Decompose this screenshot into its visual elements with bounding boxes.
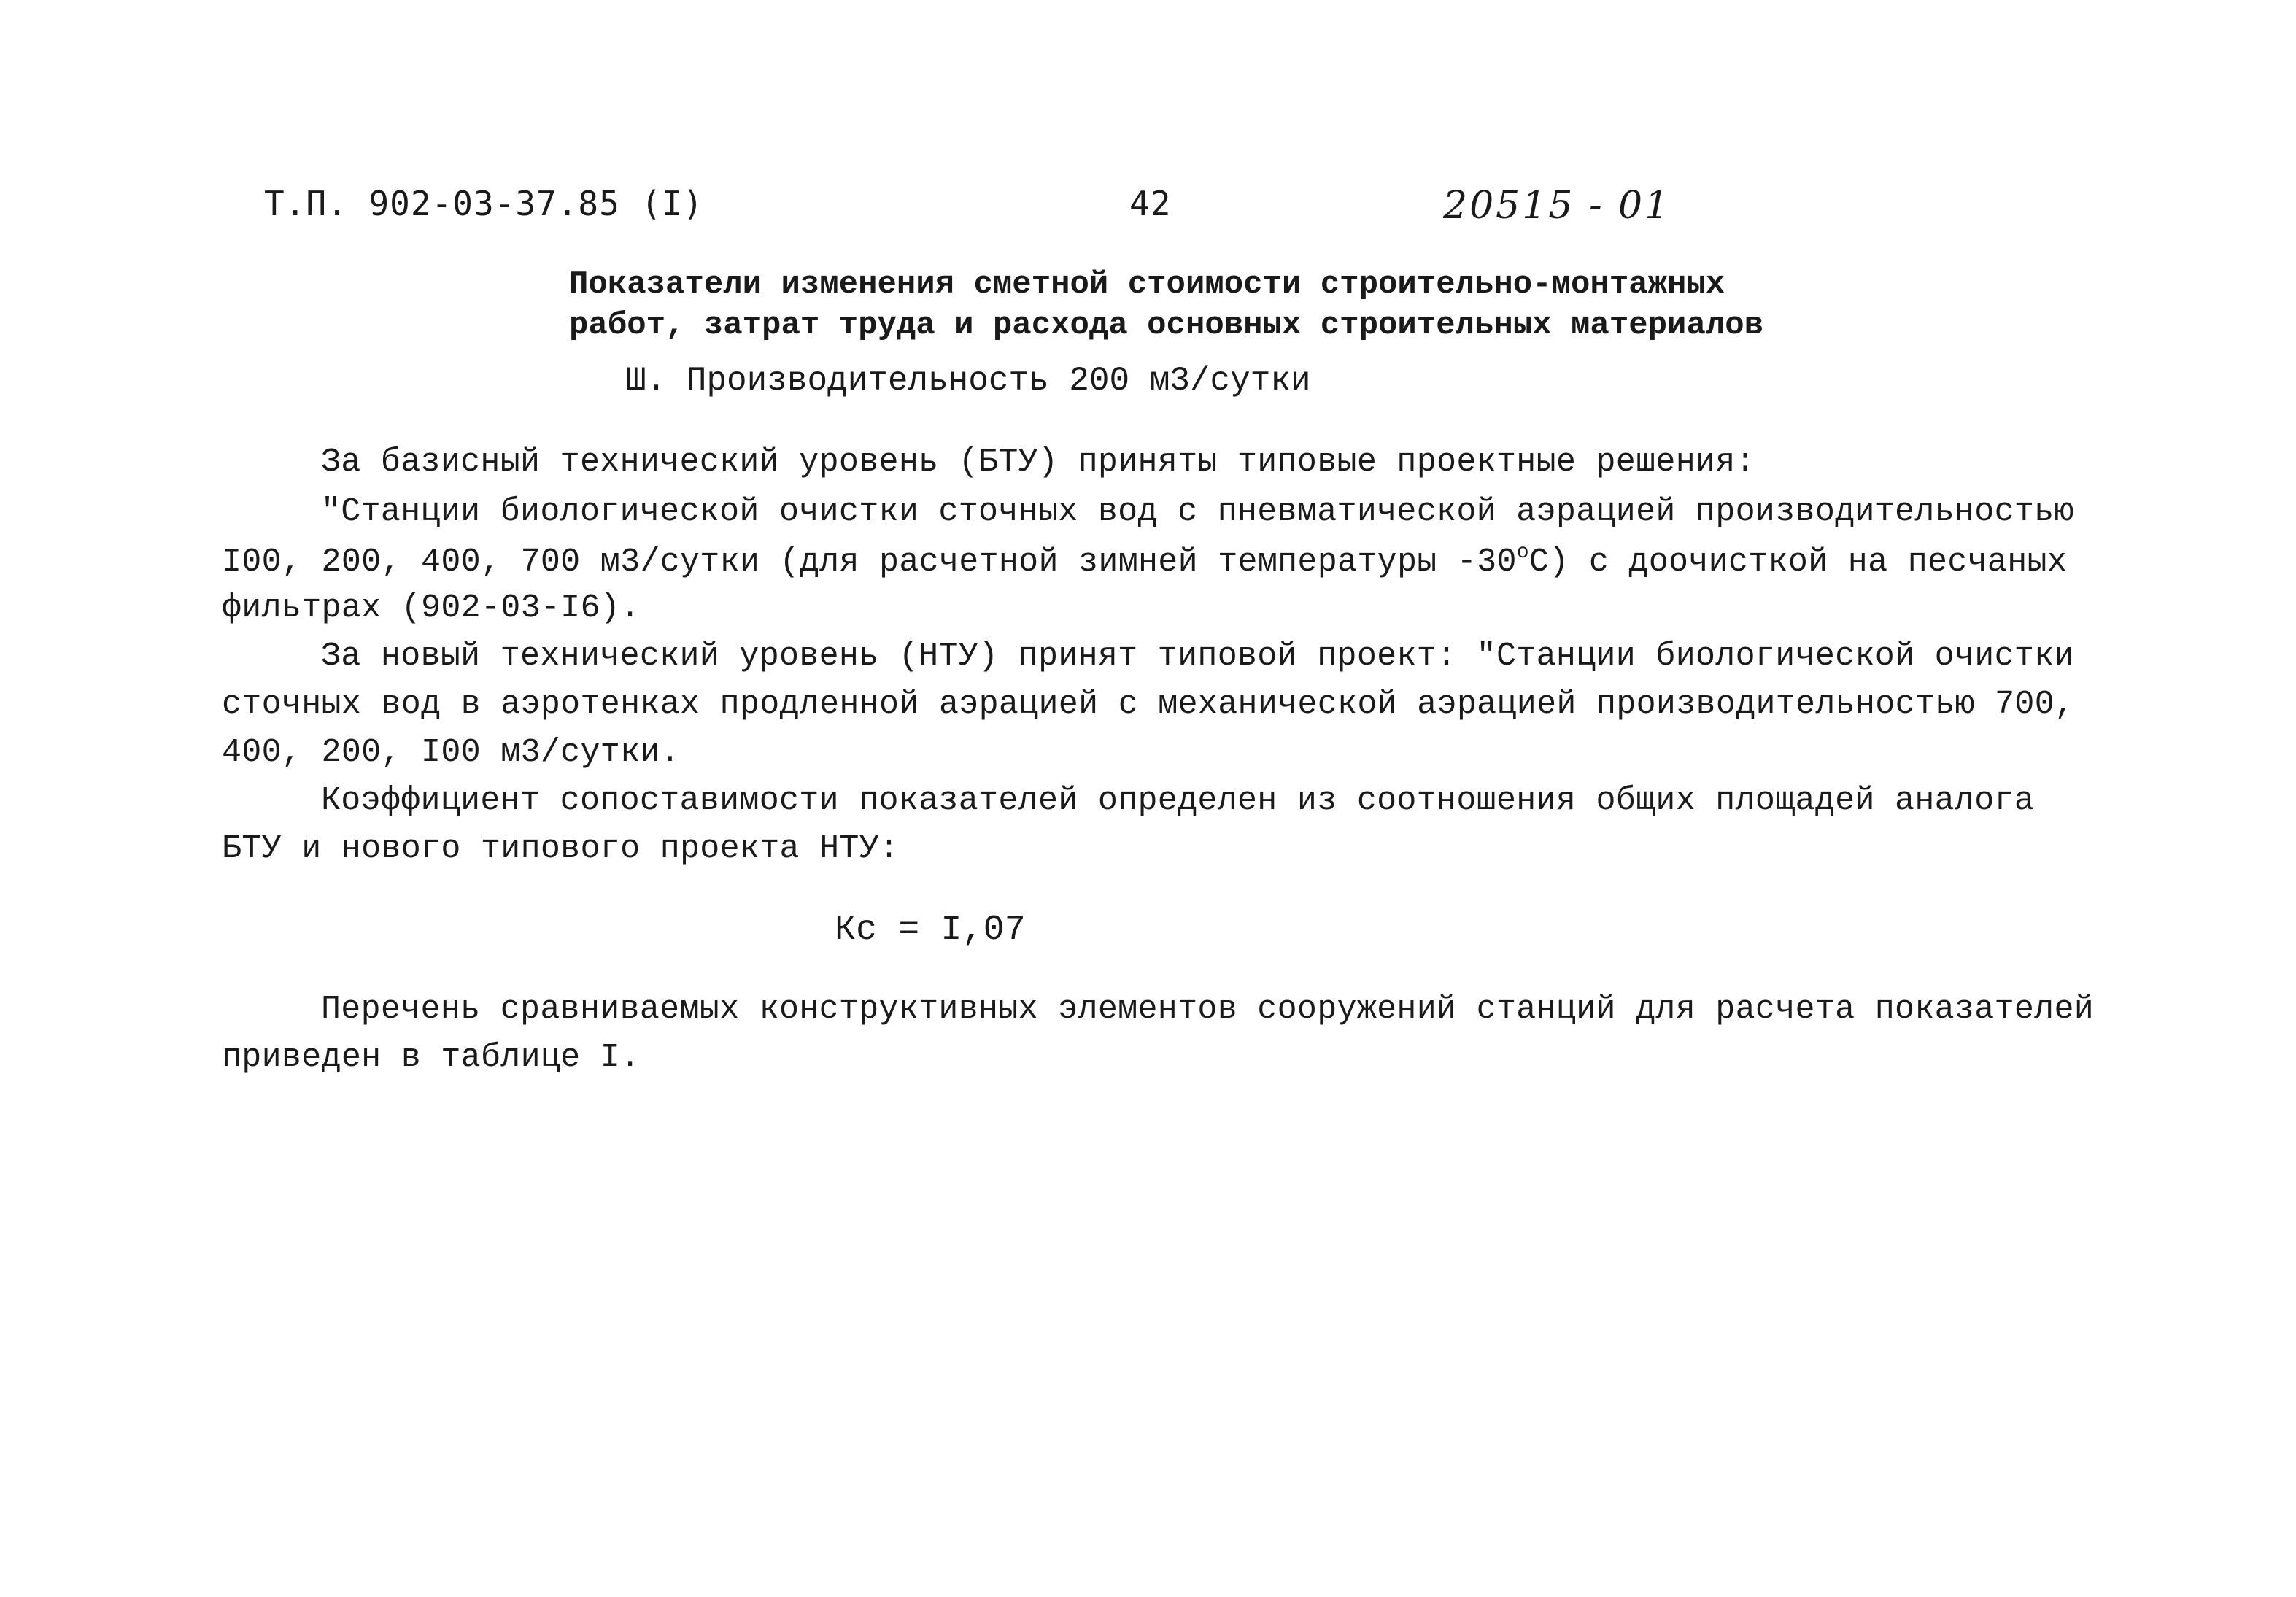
- paragraph-4-line-1: Перечень сравниваемых конструктивных элементов сооружений станций для расчета показателей: [321, 991, 2095, 1028]
- title-line-1: Показатели изменения сметной стоимости строительно-монтажных: [569, 266, 1725, 303]
- paragraph-3-line-2: БТУ и нового типового проекта НТУ:: [222, 830, 900, 867]
- paragraph-1-line-3a: I00, 200, 400, 700 м3/сутки (для расчетной зимней температуры -30: [222, 544, 1517, 581]
- paragraph-3-line-1: Коэффициент сопоставимости показателей определен из соотношения общих площадей аналога: [321, 782, 2035, 819]
- paragraph-2-line-1: За новый технический уровень (НТУ) принят типовой проект: "Станции биологической очистки: [321, 638, 2074, 675]
- paragraph-1-line-2: "Станции биологической очистки сточных вод с пневматической аэрацией производительностью: [321, 493, 2074, 530]
- paragraph-2-line-2: сточных вод в аэротенках продленной аэрацией с механической аэрацией производительностью 700,: [222, 686, 2075, 723]
- paragraph-1-line-3b: С) с доочисткой на песчаных: [1528, 544, 2068, 581]
- paragraph-1-line-3: [222, 541, 2067, 581]
- page-title: [569, 264, 1763, 346]
- page-number: 42: [1129, 184, 1172, 223]
- coefficient-formula: Кс = I,07: [835, 910, 1026, 950]
- document-code: Т.П. 902-03-37.85 (I): [264, 184, 704, 223]
- title-line-2: работ, затрат труда и расхода основных строительных материалов: [569, 307, 1764, 344]
- paragraph-4-line-2: приведен в таблице I.: [222, 1039, 641, 1076]
- paragraph-1-line-4: фильтрах (902-03-I6).: [222, 589, 641, 627]
- paragraph-2-line-3: 400, 200, I00 м3/сутки.: [222, 734, 681, 771]
- paragraph-1-line-1: За базисный технический уровень (БТУ) приняты типовые проектные решения:: [321, 444, 1755, 481]
- section-heading: Ш. Производительность 200 м3/сутки: [626, 362, 1311, 400]
- document-number: 20515 - 01: [1443, 184, 1671, 228]
- degree-superscript: о: [1516, 541, 1529, 564]
